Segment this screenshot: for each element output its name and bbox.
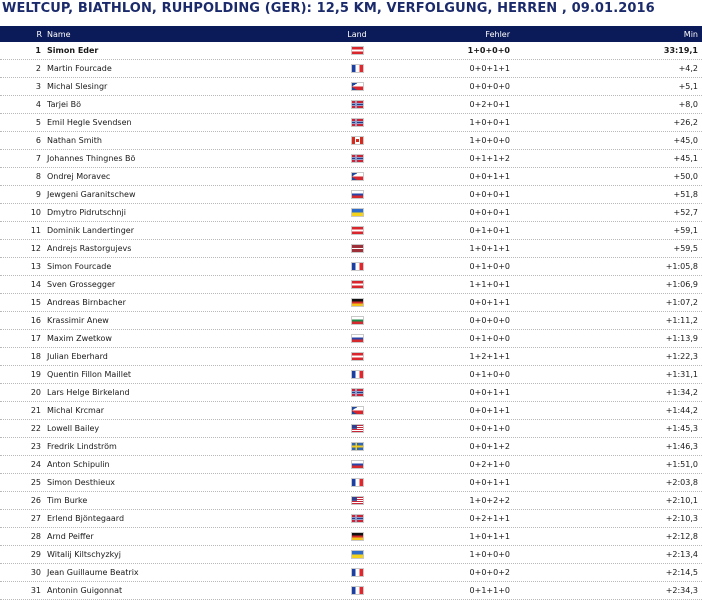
athlete-name-cell: Sven Grossegger <box>47 280 116 289</box>
rank-cell: 5 <box>35 118 41 127</box>
table-row <box>0 204 702 222</box>
athlete-name-cell: Jewgeni Garanitschew <box>47 190 136 199</box>
country-cell <box>347 384 367 401</box>
country-cell <box>347 456 367 473</box>
country-cell <box>347 222 367 239</box>
rank-cell: 4 <box>35 100 41 109</box>
shooting-errors-cell: 0+1+0+1 <box>469 226 510 235</box>
rank-cell: 23 <box>30 442 41 451</box>
athlete-name-cell: Martin Fourcade <box>47 64 112 73</box>
rank-cell: 18 <box>30 352 41 361</box>
shooting-errors-cell: 1+2+1+1 <box>469 352 510 361</box>
france-flag-icon <box>351 64 364 73</box>
austria-flag-icon <box>351 352 364 361</box>
athlete-name-cell: Michal Krcmar <box>47 406 105 415</box>
athlete-name-cell: Witalij Kiltschyzkyj <box>47 550 121 559</box>
country-cell <box>347 186 367 203</box>
table-row <box>0 168 702 186</box>
time-cell: +26,2 <box>673 118 698 127</box>
table-row <box>0 420 702 438</box>
country-cell <box>347 312 367 329</box>
rank-cell: 29 <box>30 550 41 559</box>
russia-flag-icon <box>351 460 364 469</box>
country-cell <box>347 348 367 365</box>
rank-cell: 24 <box>30 460 41 469</box>
athlete-name-cell: Ondrej Moravec <box>47 172 111 181</box>
table-row <box>0 564 702 582</box>
shooting-errors-cell: 0+0+1+1 <box>469 388 510 397</box>
country-cell <box>347 276 367 293</box>
time-cell: +1:31,1 <box>665 370 698 379</box>
page-title: WELTCUP, BIATHLON, RUHPOLDING (GER): 12,5 KM, VERFOLGUNG, HERREN , 09.01.2016 <box>2 1 655 16</box>
time-cell: +2:10,1 <box>665 496 698 505</box>
table-row <box>0 492 702 510</box>
france-flag-icon <box>351 262 364 271</box>
shooting-errors-cell: 1+0+1+1 <box>469 532 510 541</box>
athlete-name-cell: Tim Burke <box>47 496 88 505</box>
country-cell <box>347 258 367 275</box>
france-flag-icon <box>351 478 364 487</box>
bulgaria-flag-icon <box>351 316 364 325</box>
shooting-errors-cell: 0+0+0+0 <box>469 316 510 325</box>
rank-cell: 12 <box>30 244 41 253</box>
sweden-flag-icon <box>351 442 364 451</box>
shooting-errors-cell: 1+0+0+0 <box>467 46 510 55</box>
shooting-errors-cell: 1+0+0+0 <box>469 136 510 145</box>
athlete-name-cell: Michal Slesingr <box>47 82 108 91</box>
norway-flag-icon <box>351 514 364 523</box>
rank-cell: 16 <box>30 316 41 325</box>
country-cell <box>347 492 367 509</box>
country-cell <box>347 168 367 185</box>
shooting-errors-cell: 1+0+2+2 <box>469 496 510 505</box>
athlete-name-cell: Antonin Guigonnat <box>47 586 123 595</box>
table-row <box>0 348 702 366</box>
time-cell: +59,1 <box>673 226 698 235</box>
table-row <box>0 546 702 564</box>
shooting-errors-cell: 0+2+1+0 <box>469 460 510 469</box>
athlete-name-cell: Dmytro Pidrutschnji <box>47 208 126 217</box>
shooting-errors-cell: 0+0+1+1 <box>469 172 510 181</box>
athlete-name-cell: Andrejs Rastorgujevs <box>47 244 132 253</box>
header-land: Land <box>347 29 367 39</box>
country-cell <box>347 96 367 113</box>
table-row <box>0 312 702 330</box>
rank-cell: 1 <box>35 46 41 55</box>
ukraine-flag-icon <box>351 208 364 217</box>
czech-republic-flag-icon <box>351 172 364 181</box>
country-cell <box>347 330 367 347</box>
time-cell: +1:11,2 <box>665 316 698 325</box>
athlete-name-cell: Maxim Zwetkow <box>47 334 112 343</box>
shooting-errors-cell: 0+0+1+1 <box>469 298 510 307</box>
latvia-flag-icon <box>351 244 364 253</box>
rank-cell: 13 <box>30 262 41 271</box>
table-row <box>0 222 702 240</box>
rank-cell: 8 <box>35 172 41 181</box>
czech-republic-flag-icon <box>351 82 364 91</box>
country-cell <box>347 60 367 77</box>
country-cell <box>347 42 367 59</box>
country-cell <box>347 564 367 581</box>
time-cell: +1:07,2 <box>665 298 698 307</box>
time-cell: +1:45,3 <box>665 424 698 433</box>
rank-cell: 11 <box>30 226 41 235</box>
time-cell: +52,7 <box>673 208 698 217</box>
athlete-name-cell: Simon Fourcade <box>47 262 112 271</box>
country-cell <box>347 132 367 149</box>
norway-flag-icon <box>351 388 364 397</box>
czech-republic-flag-icon <box>351 406 364 415</box>
table-row <box>0 528 702 546</box>
rank-cell: 30 <box>30 568 41 577</box>
rank-cell: 2 <box>35 64 41 73</box>
usa-flag-icon <box>351 496 364 505</box>
russia-flag-icon <box>351 334 364 343</box>
table-row <box>0 330 702 348</box>
header-name: Name <box>47 29 71 39</box>
rank-cell: 31 <box>30 586 41 595</box>
athlete-name-cell: Jean Guillaume Beatrix <box>47 568 139 577</box>
shooting-errors-cell: 0+0+1+1 <box>469 406 510 415</box>
shooting-errors-cell: 0+0+0+1 <box>469 208 510 217</box>
time-cell: +4,2 <box>678 64 698 73</box>
rank-cell: 25 <box>30 478 41 487</box>
country-cell <box>347 114 367 131</box>
time-cell: +1:51,0 <box>665 460 698 469</box>
shooting-errors-cell: 1+0+1+1 <box>469 244 510 253</box>
shooting-errors-cell: 1+0+0+0 <box>469 550 510 559</box>
shooting-errors-cell: 0+2+0+1 <box>469 100 510 109</box>
table-row <box>0 132 702 150</box>
country-cell <box>347 528 367 545</box>
shooting-errors-cell: 0+1+0+0 <box>469 262 510 271</box>
germany-flag-icon <box>351 298 364 307</box>
time-cell: +2:14,5 <box>665 568 698 577</box>
time-cell: +2:13,4 <box>665 550 698 559</box>
athlete-name-cell: Lowell Bailey <box>47 424 100 433</box>
country-cell <box>347 294 367 311</box>
table-row <box>0 474 702 492</box>
shooting-errors-cell: 0+1+0+0 <box>469 370 510 379</box>
time-cell: +1:34,2 <box>665 388 698 397</box>
shooting-errors-cell: 1+0+0+1 <box>469 118 510 127</box>
table-header <box>0 26 702 42</box>
table-row <box>0 150 702 168</box>
table-row <box>0 258 702 276</box>
shooting-errors-cell: 0+0+0+2 <box>469 568 510 577</box>
country-cell <box>347 546 367 563</box>
athlete-name-cell: Emil Hegle Svendsen <box>47 118 132 127</box>
country-cell <box>347 402 367 419</box>
time-cell: +45,1 <box>673 154 698 163</box>
time-cell: +1:46,3 <box>665 442 698 451</box>
country-cell <box>347 240 367 257</box>
table-body <box>0 42 702 600</box>
shooting-errors-cell: 0+0+1+0 <box>469 424 510 433</box>
country-cell <box>347 204 367 221</box>
canada-flag-icon <box>351 136 364 145</box>
shooting-errors-cell: 0+0+1+2 <box>469 442 510 451</box>
country-cell <box>347 78 367 95</box>
rank-cell: 7 <box>35 154 41 163</box>
time-cell: +1:22,3 <box>665 352 698 361</box>
table-row <box>0 276 702 294</box>
rank-cell: 10 <box>30 208 41 217</box>
country-cell <box>347 582 367 599</box>
table-row <box>0 456 702 474</box>
france-flag-icon <box>351 370 364 379</box>
athlete-name-cell: Krassimir Anew <box>47 316 109 325</box>
time-cell: +50,0 <box>673 172 698 181</box>
table-row <box>0 438 702 456</box>
rank-cell: 15 <box>30 298 41 307</box>
athlete-name-cell: Anton Schipulin <box>47 460 110 469</box>
athlete-name-cell: Lars Helge Birkeland <box>47 388 130 397</box>
time-cell: +2:10,3 <box>665 514 698 523</box>
rank-cell: 21 <box>30 406 41 415</box>
time-cell: 33:19,1 <box>663 46 698 55</box>
time-cell: +45,0 <box>673 136 698 145</box>
time-cell: +1:13,9 <box>665 334 698 343</box>
time-cell: +2:12,8 <box>665 532 698 541</box>
athlete-name-cell: Simon Eder <box>47 46 99 55</box>
rank-cell: 27 <box>30 514 41 523</box>
rank-cell: 6 <box>35 136 41 145</box>
germany-flag-icon <box>351 532 364 541</box>
shooting-errors-cell: 0+0+0+1 <box>469 190 510 199</box>
header-fehler: Fehler <box>485 29 510 39</box>
shooting-errors-cell: 0+1+0+0 <box>469 334 510 343</box>
france-flag-icon <box>351 586 364 595</box>
time-cell: +1:06,9 <box>665 280 698 289</box>
shooting-errors-cell: 0+2+1+1 <box>469 514 510 523</box>
table-row <box>0 402 702 420</box>
russia-flag-icon <box>351 190 364 199</box>
country-cell <box>347 438 367 455</box>
table-row <box>0 186 702 204</box>
rank-cell: 26 <box>30 496 41 505</box>
athlete-name-cell: Tarjei Bö <box>47 100 82 109</box>
athlete-name-cell: Simon Desthieux <box>47 478 116 487</box>
athlete-name-cell: Dominik Landertinger <box>47 226 134 235</box>
time-cell: +1:05,8 <box>665 262 698 271</box>
time-cell: +59,5 <box>673 244 698 253</box>
time-cell: +2:03,8 <box>665 478 698 487</box>
athlete-name-cell: Arnd Peiffer <box>47 532 94 541</box>
time-cell: +5,1 <box>678 82 698 91</box>
time-cell: +2:34,3 <box>665 586 698 595</box>
shooting-errors-cell: 0+0+1+1 <box>469 478 510 487</box>
table-row <box>0 78 702 96</box>
country-cell <box>347 366 367 383</box>
austria-flag-icon <box>351 280 364 289</box>
rank-cell: 9 <box>35 190 41 199</box>
rank-cell: 3 <box>35 82 41 91</box>
athlete-name-cell: Quentin Fillon Maillet <box>47 370 132 379</box>
austria-flag-icon <box>351 46 364 55</box>
rank-cell: 28 <box>30 532 41 541</box>
shooting-errors-cell: 0+0+1+1 <box>469 64 510 73</box>
country-cell <box>347 150 367 167</box>
rank-cell: 20 <box>30 388 41 397</box>
shooting-errors-cell: 0+0+0+0 <box>469 82 510 91</box>
shooting-errors-cell: 0+1+1+0 <box>469 586 510 595</box>
table-row <box>0 582 702 600</box>
table-row <box>0 384 702 402</box>
athlete-name-cell: Andreas Birnbacher <box>47 298 126 307</box>
norway-flag-icon <box>351 100 364 109</box>
table-row <box>0 96 702 114</box>
results-table <box>0 26 702 600</box>
table-row <box>0 114 702 132</box>
athlete-name-cell: Nathan Smith <box>47 136 102 145</box>
usa-flag-icon <box>351 424 364 433</box>
header-rank: R <box>36 29 42 39</box>
athlete-name-cell: Erlend Bjöntegaard <box>47 514 125 523</box>
rank-cell: 17 <box>30 334 41 343</box>
table-row <box>0 294 702 312</box>
table-row <box>0 42 702 60</box>
country-cell <box>347 474 367 491</box>
athlete-name-cell: Julian Eberhard <box>47 352 108 361</box>
norway-flag-icon <box>351 118 364 127</box>
shooting-errors-cell: 1+1+0+1 <box>469 280 510 289</box>
shooting-errors-cell: 0+1+1+2 <box>469 154 510 163</box>
rank-cell: 14 <box>30 280 41 289</box>
athlete-name-cell: Johannes Thingnes Bö <box>47 154 136 163</box>
rank-cell: 22 <box>30 424 41 433</box>
norway-flag-icon <box>351 154 364 163</box>
table-row <box>0 60 702 78</box>
france-flag-icon <box>351 568 364 577</box>
ukraine-flag-icon <box>351 550 364 559</box>
austria-flag-icon <box>351 226 364 235</box>
header-time: Min <box>683 29 698 39</box>
country-cell <box>347 510 367 527</box>
table-row <box>0 366 702 384</box>
country-cell <box>347 420 367 437</box>
time-cell: +1:44,2 <box>665 406 698 415</box>
table-row <box>0 510 702 528</box>
time-cell: +51,8 <box>673 190 698 199</box>
table-row <box>0 240 702 258</box>
time-cell: +8,0 <box>678 100 698 109</box>
rank-cell: 19 <box>30 370 41 379</box>
athlete-name-cell: Fredrik Lindström <box>47 442 117 451</box>
